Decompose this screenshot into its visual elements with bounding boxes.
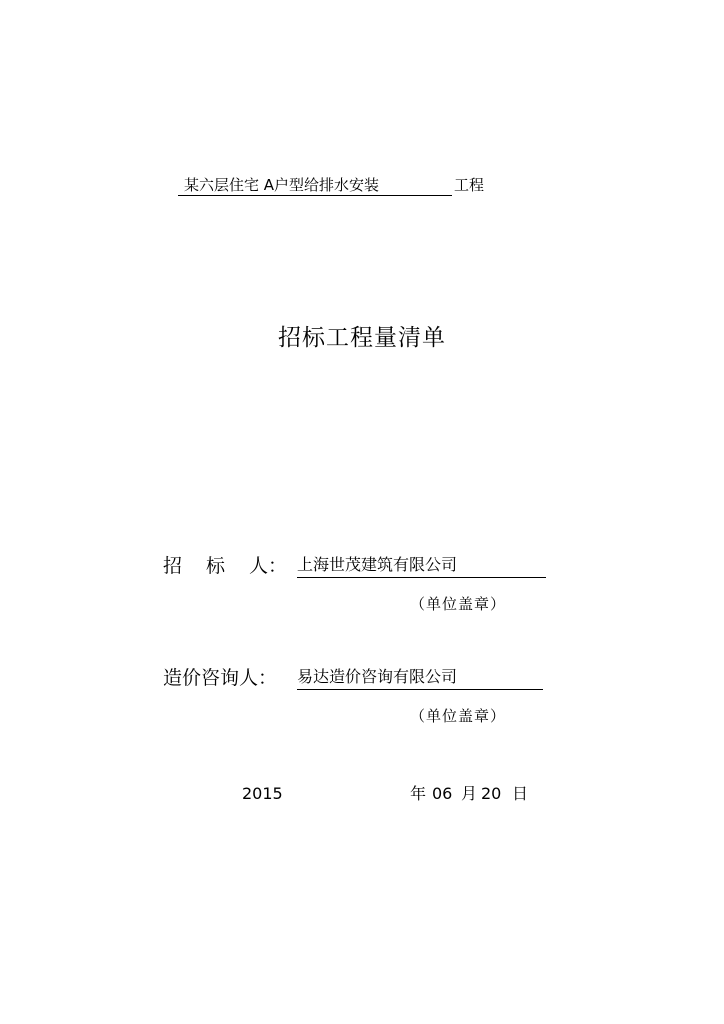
tenderer-stamp-note: （单位盖章） — [410, 595, 507, 613]
tenderer-label-char-2: 标 — [206, 555, 226, 577]
date-day-unit: 日 — [512, 784, 529, 803]
consultant-stamp-note: （单位盖章） — [410, 707, 507, 725]
date-year: 2015 — [242, 784, 283, 803]
tenderer-name: 上海世茂建筑有限公司 — [297, 553, 546, 578]
tenderer-label-char-3: 人： — [249, 555, 288, 577]
tenderer-label-char-1: 招 — [163, 555, 183, 577]
tenderer-label — [163, 553, 287, 579]
consultant-name: 易达造价咨询有限公司 — [297, 665, 543, 690]
project-line — [178, 175, 484, 196]
project-suffix: 工程 — [454, 176, 485, 194]
date-month: 06 — [432, 784, 453, 803]
consultant-label: 造价咨询人： — [163, 667, 278, 689]
date-day: 20 — [481, 784, 502, 803]
project-name: 某六层住宅 A户型给排水安装 — [178, 175, 452, 196]
date-month-unit: 月 — [461, 784, 478, 803]
document-title: 招标工程量清单 — [278, 325, 446, 351]
date-year-unit: 年 — [410, 784, 427, 803]
